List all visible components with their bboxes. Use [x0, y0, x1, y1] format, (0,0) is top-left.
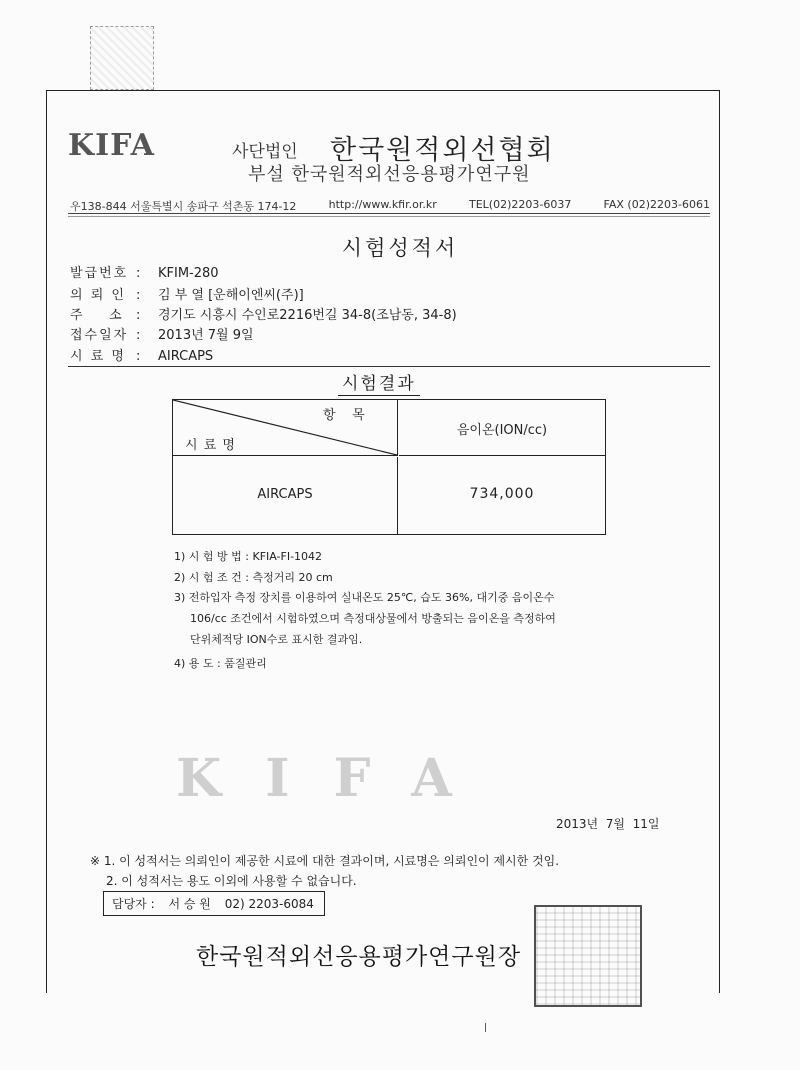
info-value: 2013년 7월 9일 [158, 328, 254, 343]
table-cell-sample [173, 457, 398, 534]
note-line: 단위체적당 ION수로 표시한 결과임. [190, 633, 363, 646]
info-row: 발급번호 : KFIM-280 [70, 262, 219, 281]
info-row: 의 뢰 인 : 김 부 열 [운해이엔씨(주)] [70, 284, 304, 303]
header-divider [68, 213, 710, 214]
footer-note: ※ 1. 이 성적서는 의뢰인이 제공한 시료에 대한 결과이며, 시료명은 의뢰인이 제시한 것임. [90, 854, 560, 868]
org-prefix: 사단법인 [232, 142, 298, 162]
director-title: 한국원적외선응용평가연구원장 [196, 944, 522, 970]
info-label: 접수일자 [70, 328, 129, 343]
info-label: 발급번호 [70, 266, 129, 281]
address: 우138-844 서울특별시 송파구 석촌동 174-12 [70, 200, 297, 213]
results-title: 시험결과 [338, 369, 420, 396]
kifa-logo: KIFA [68, 128, 155, 163]
info-row: 주 소 : 경기도 시흥시 수인로2216번길 34-8(조남동, 34-8) [70, 304, 457, 323]
header-sample: 시 료 명 [185, 438, 236, 453]
info-divider [68, 366, 710, 367]
results-table [172, 399, 606, 535]
fax: FAX (02)2203-6061 [603, 198, 710, 211]
org-name: 한국원적외선협회 [330, 135, 555, 166]
note-line: 4) 용 도 : 품질관리 [174, 657, 267, 670]
tel: TEL(02)2203-6037 [468, 198, 572, 211]
page-mark: ǀ [484, 1022, 487, 1033]
website: http://www.kfir.or.kr [328, 198, 437, 211]
table-cell-value [399, 457, 605, 534]
info-label: 시 료 명 [70, 349, 126, 364]
note-line: 3) 전하입자 측정 장치를 이용하여 실내온도 25℃, 습도 36%, 대기중 음이온수 [174, 591, 555, 604]
note-line: 1) 시 험 방 법 : KFIA-FI-1042 [174, 550, 323, 563]
issue-date: 2013년 7월 11일 [556, 817, 660, 831]
footer-note: 2. 이 성적서는 용도 이외에 사용할 수 없습니다. [106, 874, 357, 888]
table-header-left [173, 400, 398, 456]
document-title: 시험성적서 [341, 236, 459, 260]
header-item: 항 목 [323, 408, 365, 423]
info-row: 시 료 명 : AIRCAPS [70, 345, 213, 364]
info-value: KFIM-280 [158, 266, 219, 281]
contact-phone: 02) 2203-6084 [224, 897, 314, 911]
info-label: 의 뢰 인 [70, 288, 126, 303]
info-row: 접수일자 : 2013년 7월 9일 [70, 324, 254, 343]
sample-name: AIRCAPS [257, 487, 313, 502]
note-line: 2) 시 험 조 건 : 측정거리 20 cm [174, 571, 333, 584]
official-seal [534, 905, 642, 1007]
contact-bar [70, 198, 710, 214]
header-unit: 음이온(ION/cc) [456, 423, 548, 438]
note-line: 106/cc 조건에서 시험하였으며 측정대상물에서 방출되는 음이온을 측정하여 [190, 612, 556, 625]
contact-box [103, 891, 325, 916]
contact-label: 담당자 : [112, 897, 155, 911]
info-label: 주 소 [70, 308, 124, 323]
header-divider-thin [68, 216, 710, 217]
corner-stamp [90, 26, 154, 90]
org-subtitle: 부설 한국원적외선응용평가연구원 [248, 164, 531, 185]
ion-value: 734,000 [469, 486, 535, 502]
table-header-right [399, 400, 605, 456]
contact-name: 서 승 원 [168, 897, 211, 911]
info-value: 김 부 열 [운해이엔씨(주)] [158, 288, 304, 303]
info-value: AIRCAPS [158, 349, 214, 364]
info-value: 경기도 시흥시 수인로2216번길 34-8(조남동, 34-8) [158, 308, 457, 323]
kifa-watermark: KIFA [176, 748, 496, 809]
